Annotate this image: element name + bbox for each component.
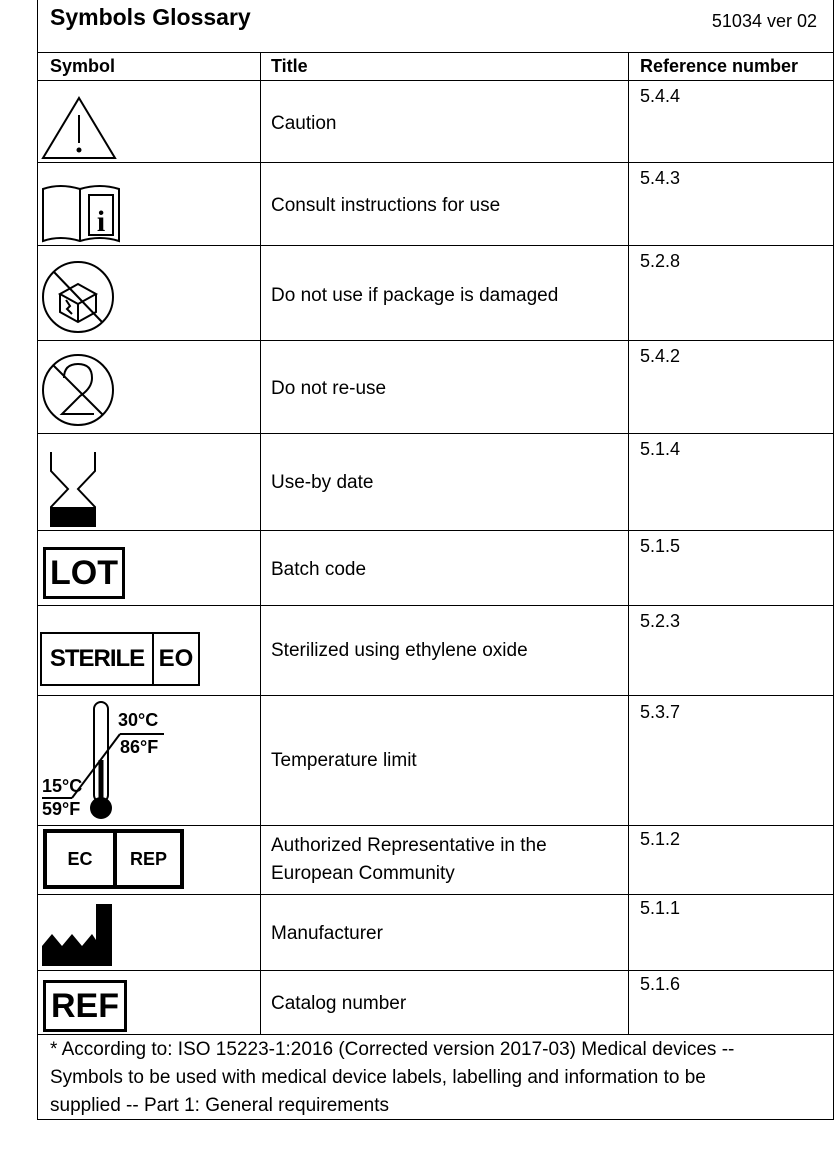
row-reference: 5.4.2 xyxy=(640,346,681,366)
sterile-eo-icon xyxy=(40,632,200,686)
row-title: Batch code xyxy=(271,559,367,580)
column-header-symbol: Symbol xyxy=(50,56,116,76)
row-reference: 5.4.4 xyxy=(640,86,681,106)
row-reference: 5.1.5 xyxy=(640,536,681,556)
divider xyxy=(38,162,833,163)
rep-label: REP xyxy=(113,833,180,885)
lower-celsius-label: 15°C xyxy=(42,776,83,796)
row-reference: 5.1.2 xyxy=(640,829,681,849)
page-title: Symbols Glossary xyxy=(50,4,251,30)
row-title-line: European Community xyxy=(271,863,455,884)
upper-celsius-label: 30°C xyxy=(118,710,159,730)
divider xyxy=(38,825,833,826)
symbols-glossary-table xyxy=(37,0,834,1120)
row-title: Catalog number xyxy=(271,993,407,1014)
row-reference: 5.2.8 xyxy=(640,251,681,271)
svg-text:i: i xyxy=(96,205,106,238)
row-reference: 5.3.7 xyxy=(640,702,681,722)
ec-label: EC xyxy=(67,848,93,869)
eo-label: EO xyxy=(152,634,198,684)
row-reference: 5.1.4 xyxy=(640,439,681,459)
row-reference: 5.1.6 xyxy=(640,974,681,994)
do-not-reuse-icon xyxy=(40,352,116,428)
row-title-line: Authorized Representative in the xyxy=(271,835,547,856)
lot-label: LOT xyxy=(50,553,118,592)
ref-icon xyxy=(43,980,127,1032)
row-title: Do not re-use xyxy=(271,378,387,399)
row-title: Do not use if package is damaged xyxy=(271,285,559,306)
divider xyxy=(38,894,833,895)
divider xyxy=(38,970,833,971)
upper-fahrenheit-label: 86°F xyxy=(120,737,159,757)
footnote-line: supplied -- Part 1: General requirements xyxy=(50,1095,389,1116)
row-title xyxy=(271,832,547,888)
row-title: Temperature limit xyxy=(271,750,417,771)
divider xyxy=(38,530,833,531)
document-id: 51034 ver 02 xyxy=(711,11,817,31)
row-reference: 5.4.3 xyxy=(640,168,681,188)
divider xyxy=(38,80,833,81)
column-header-title: Title xyxy=(271,56,308,76)
hourglass-icon xyxy=(48,449,98,529)
caution-icon xyxy=(40,95,118,161)
ref-label: REF xyxy=(51,986,119,1025)
column-divider xyxy=(628,52,629,1034)
lower-fahrenheit-label: 59°F xyxy=(42,799,81,819)
sterile-label: STERILE xyxy=(49,645,145,672)
footnote-line: * According to: ISO 15223-1:2016 (Corrected version 2017-03) Medical devices -- xyxy=(50,1039,735,1060)
row-reference: 5.1.1 xyxy=(640,898,681,918)
footnote-line: Symbols to be used with medical device labels, labelling and information to be xyxy=(50,1067,706,1088)
column-header-reference: Reference number xyxy=(640,56,799,76)
manufacturer-icon xyxy=(40,900,116,968)
row-title: Consult instructions for use xyxy=(271,195,501,216)
divider xyxy=(38,340,833,341)
row-title: Manufacturer xyxy=(271,923,383,944)
column-divider xyxy=(260,52,261,1034)
ec-rep-icon xyxy=(43,829,184,889)
divider xyxy=(38,605,833,606)
damaged-package-icon xyxy=(40,256,116,338)
consult-instructions-icon xyxy=(40,183,122,243)
row-title: Use-by date xyxy=(271,472,374,493)
divider xyxy=(38,52,833,53)
divider xyxy=(38,433,833,434)
row-reference: 5.2.3 xyxy=(640,611,681,631)
divider xyxy=(38,1034,833,1035)
footnote xyxy=(50,1036,825,1120)
divider xyxy=(38,245,833,246)
row-title: Sterilized using ethylene oxide xyxy=(271,640,528,661)
lot-icon xyxy=(43,547,125,599)
row-title: Caution xyxy=(271,113,337,134)
temperature-limit-icon xyxy=(40,698,170,822)
divider xyxy=(38,695,833,696)
